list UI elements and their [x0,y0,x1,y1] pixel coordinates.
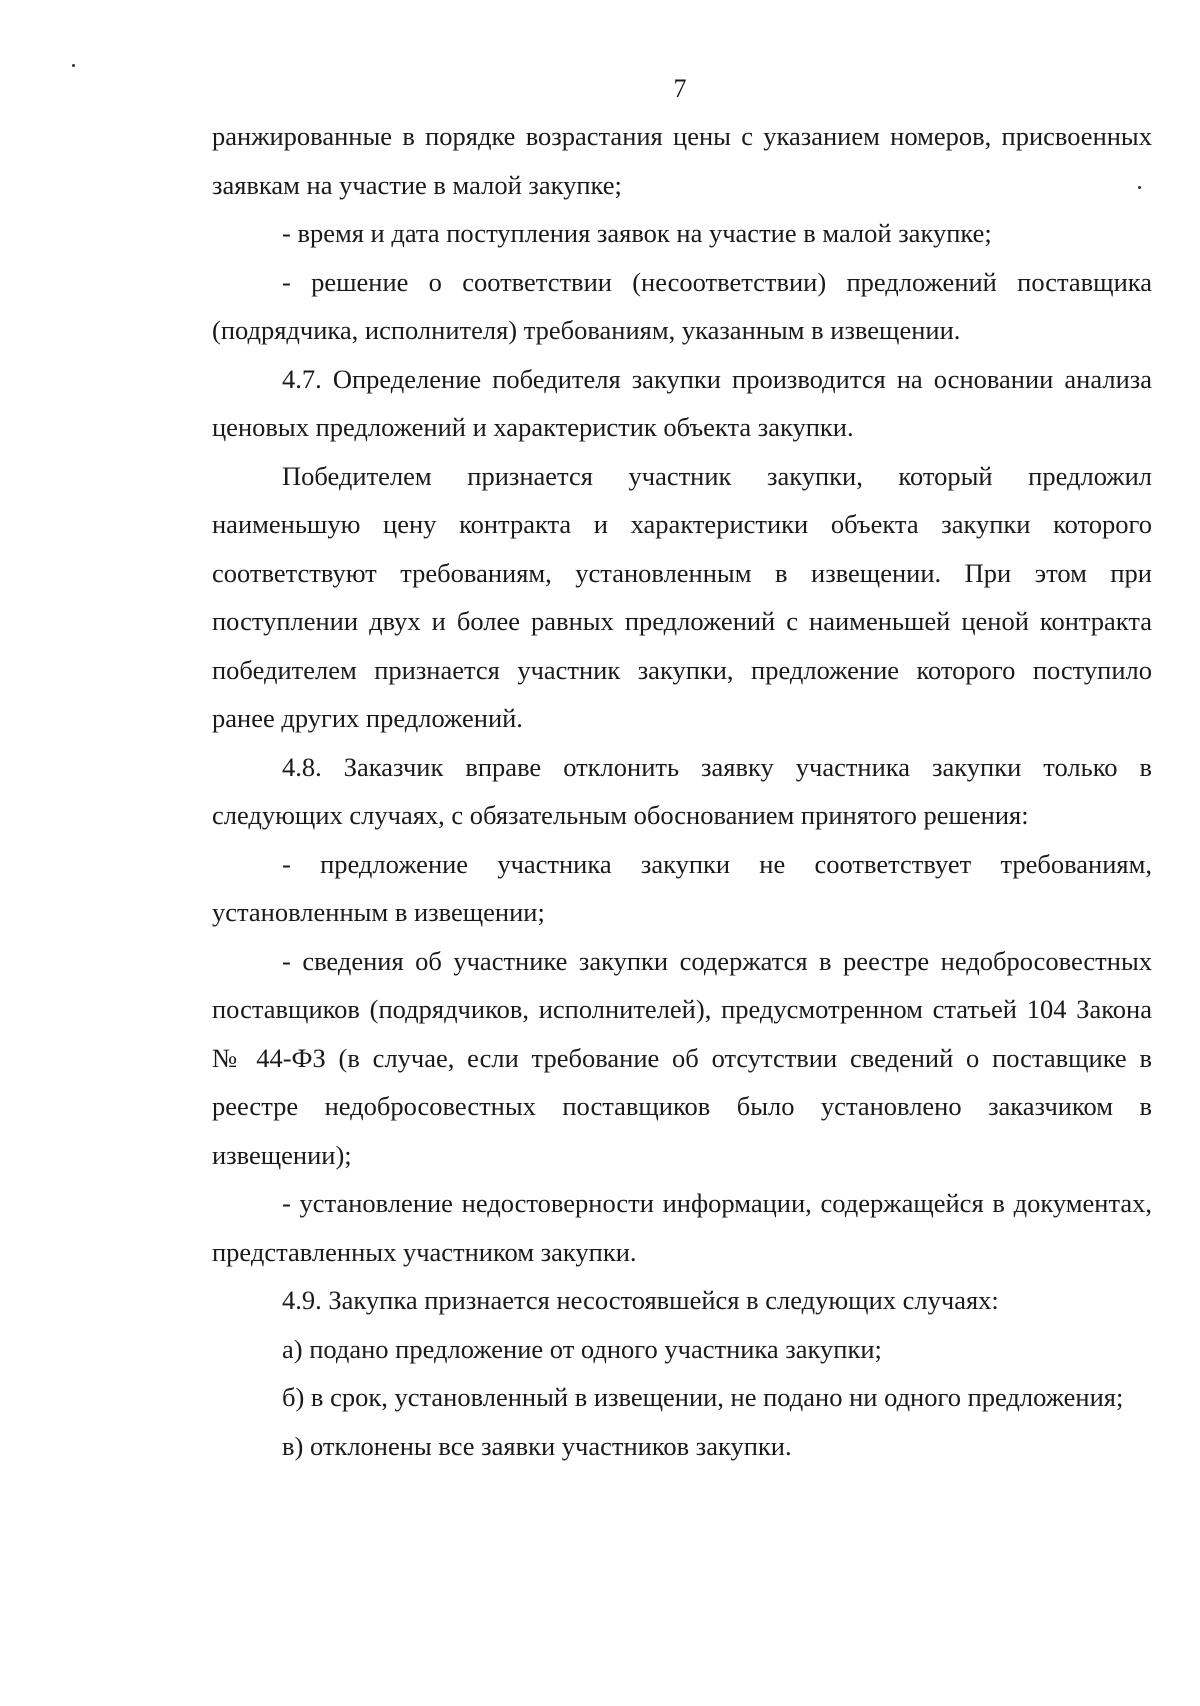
section-4-9: 4.9. Закупка признается несостоявшейся в следующих случаях: [282,1285,999,1315]
section-4-7: 4.7. Определение победителя закупки производится на основании анализа ценовых предложений и характеристик объекта закупки. [212,363,1152,442]
scan-speck [72,64,75,67]
list-item: а) подано предложение от одного участника закупки; [282,1333,882,1364]
list-item: - сведения об участнике закупки содержатся в реестре недобросовестных поставщиков (подрядчиков, исполнителей), предусмотренном статьей 104 Закона № 44-ФЗ (в случае, если требование об отсутствии сведений о поставщике в реестре недобросовестных поставщиков было установлено заказчиком в извещении); [212,945,1152,1170]
list-item: - решение о соответствии (несоответствии) предложений поставщика (подрядчика, исполнителя) требованиям, указанным в извещении. [212,266,1152,345]
paragraph: Победителем признается участник закупки, который предложил наименьшую цену контракта и характеристики объекта закупки которого соответствуют требованиям, установленным в извещении. При этом при поступлении двух и более равных предложений с наименьшей ценой контракта победителем признается участник закупки, предложение которого поступило ранее других предложений. [212,460,1152,733]
paragraph: ранжированные в порядке возрастания цены с указанием номеров, присвоенных заявкам на участие в малой закупке; [212,121,1152,200]
section-4-8: 4.8. Заказчик вправе отклонить заявку участника закупки только в следующих случаях, с обязательным обоснованием принятого решения: [212,751,1152,830]
page-number: 7 [673,74,687,103]
list-item: - время и дата поступления заявок на участие в малой закупке; [282,218,992,248]
list-item: в) отклонены все заявки участников закупки. [282,1430,792,1461]
list-item: - предложение участника закупки не соответствует требованиям, установленным в извещении; [212,848,1152,927]
document-body [212,112,1152,1470]
list-item: б) в срок, установленный в извещении, не подано ни одного предложения; [282,1382,1124,1412]
list-item: - установление недостоверности информации, содержащейся в документах, представленных участником закупки. [212,1188,1152,1267]
